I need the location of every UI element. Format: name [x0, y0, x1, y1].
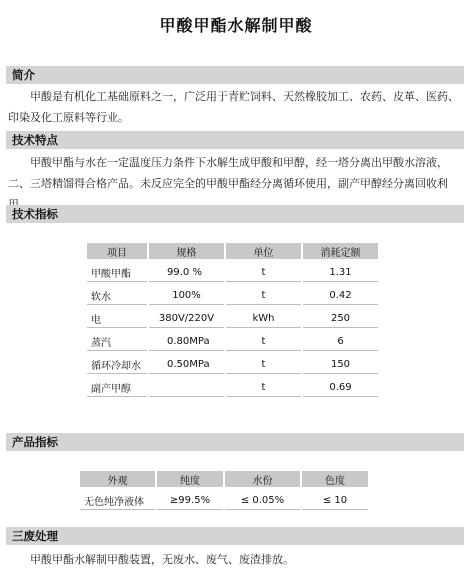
table-row — [87, 379, 378, 397]
specs-cell-unit: kWh — [226, 310, 301, 328]
specs-cell-spec: 0.80MPa — [149, 333, 224, 351]
specs-header-item: 项目 — [87, 243, 147, 259]
section-heading-features: 技术特点 — [6, 131, 464, 149]
specs-table-header-row — [87, 243, 378, 259]
specs-cell-spec: 0.50MPa — [149, 356, 224, 374]
product-cell-color: ≤ 10 — [302, 492, 368, 510]
specs-cell-spec — [149, 379, 224, 397]
specs-cell-item: 甲酸甲酯 — [87, 264, 147, 282]
product-header-appearance: 外观 — [80, 471, 155, 487]
specs-header-consumption: 消耗定额 — [303, 243, 378, 259]
specs-cell-unit: t — [226, 287, 301, 305]
product-header-purity: 纯度 — [157, 471, 223, 487]
features-text: 甲酸甲酯与水在一定温度压力条件下水解生成甲酸和甲醇，经一塔分离出甲酸水溶液，二、三塔精馏得合格产品。未反应完全的甲酸甲酯经分离循环使用，副产甲醇经分离回收利 — [8, 156, 448, 190]
specs-cell-unit: t — [226, 333, 301, 351]
specs-cell-consumption: 150 — [303, 356, 378, 374]
specs-cell-item: 蒸汽 — [87, 333, 147, 351]
specs-cell-consumption: 1.31 — [303, 264, 378, 282]
table-row — [87, 356, 378, 374]
product-cell-purity: ≥99.5% — [157, 492, 223, 510]
specs-cell-item: 软水 — [87, 287, 147, 305]
specs-cell-unit: t — [226, 264, 301, 282]
product-header-moisture: 水份 — [225, 471, 300, 487]
specs-cell-item: 副产甲醇 — [87, 379, 147, 397]
specs-header-spec: 规格 — [149, 243, 224, 259]
section-heading-specs: 技术指标 — [6, 205, 464, 223]
product-cell-appearance: 无色纯净液体 — [80, 492, 155, 510]
waste-text: 甲酸甲酯水解制甲酸装置，无废水、废气、废渣排放。 — [30, 553, 294, 566]
specs-cell-consumption: 0.69 — [303, 379, 378, 397]
specs-cell-consumption: 0.42 — [303, 287, 378, 305]
table-row — [80, 492, 368, 510]
page-title: 甲酸甲酯水解制甲酸 — [159, 16, 313, 35]
section-heading-product: 产品指标 — [6, 433, 464, 451]
table-row — [87, 333, 378, 351]
specs-cell-spec: 100% — [149, 287, 224, 305]
specs-cell-consumption: 6 — [303, 333, 378, 351]
intro-text: 甲酸是有机化工基础原料之一，广泛用于青贮饲料、天然橡胶加工、农药、皮革、医药、印染及化工原料等行业。 — [8, 90, 459, 124]
specs-table — [85, 238, 380, 402]
section-heading-intro: 简介 — [6, 66, 464, 84]
section-heading-waste: 三废处理 — [6, 527, 464, 545]
specs-cell-consumption: 250 — [303, 310, 378, 328]
specs-cell-item: 电 — [87, 310, 147, 328]
specs-header-unit: 单位 — [226, 243, 301, 259]
specs-cell-unit: t — [226, 356, 301, 374]
product-header-color: 色度 — [302, 471, 368, 487]
specs-cell-unit: t — [226, 379, 301, 397]
product-table — [78, 466, 370, 515]
specs-cell-spec: 380V/220V — [149, 310, 224, 328]
product-cell-moisture: ≤ 0.05% — [225, 492, 300, 510]
product-table-header-row — [80, 471, 368, 487]
table-row — [87, 287, 378, 305]
specs-cell-item: 循环冷却水 — [87, 356, 147, 374]
specs-cell-spec: 99.0 % — [149, 264, 224, 282]
table-row — [87, 310, 378, 328]
table-row — [87, 264, 378, 282]
